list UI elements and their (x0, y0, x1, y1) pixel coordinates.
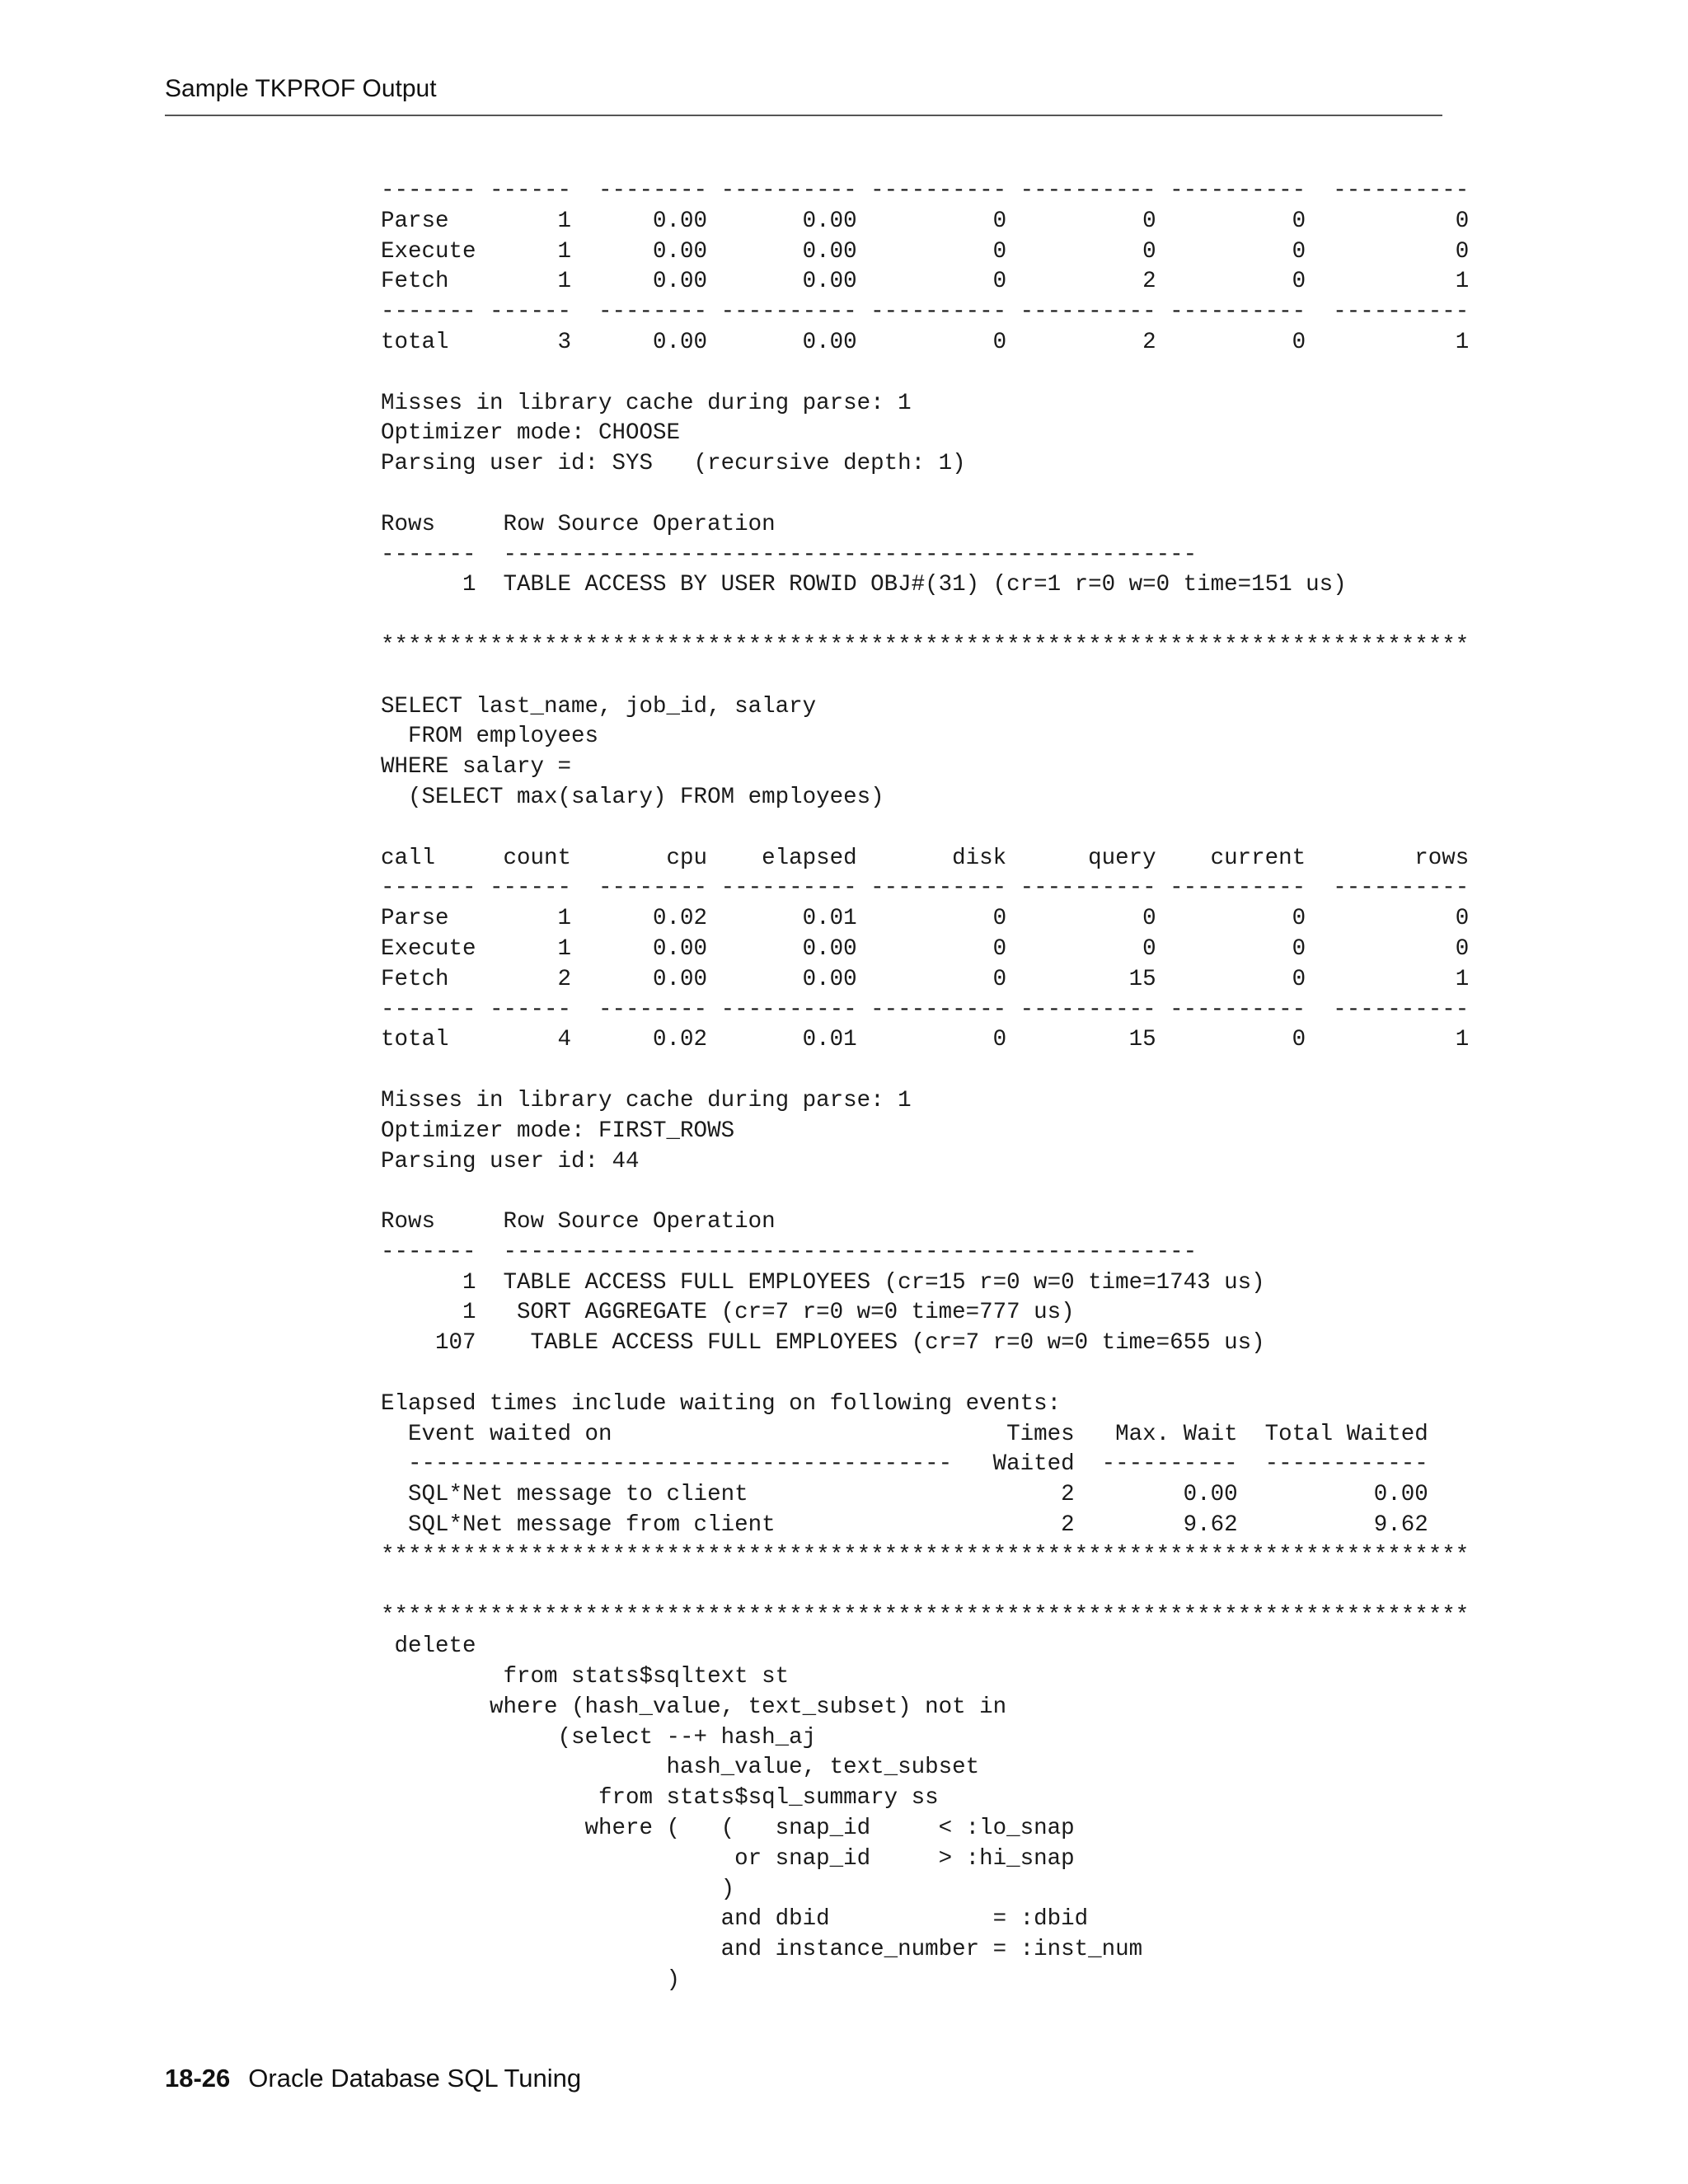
running-header: Sample TKPROF Output (165, 75, 437, 102)
tkprof-output-listing: ------- ------ -------- ---------- ---------- ---------- ---------- ---------- Parse 1 0.00 0.00 0 0 0 0 Execute 1 0.00 0.00 0 0 0 0 Fetch 1 0.00 0.00 0 2 0 1 ------- ------ -------- ---------- ---------- ---------- ---------- ---------- total 3 0.00 0.00 0 2 0 1 Misses in library cache during parse: 1 Optimizer mode: CHOOSE Parsing user id: SYS (recursive depth: 1) Rows Row Source Operation ------- --------------------------------------------------- 1 TABLE ACCESS BY USER ROWID OBJ#(31) (cr=1 r=0 w=0 time=151 us) ******************************************************************************** SELECT last_name, job_id, salary FROM employees WHERE salary = (SELECT max(salary) FROM employees) call count cpu elapsed disk query current rows ------- ------ -------- ---------- ---------- ---------- ---------- ---------- Parse 1 0.02 0.01 0 0 0 0 Execute 1 0.00 0.00 0 0 0 0 Fetch 2 0.00 0.00 0 15 0 1 ------- ------ -------- ---------- ---------- ---------- ---------- ---------- total 4 0.02 0.01 0 15 0 1 Misses in library cache during parse: 1 Optimizer mode: FIRST_ROWS Parsing user id: 44 Rows Row Source Operation ------- --------------------------------------------------- 1 TABLE ACCESS FULL EMPLOYEES (cr=15 r=0 w=0 time=1743 us) 1 SORT AGGREGATE (cr=7 r=0 w=0 time=777 us) 107 TABLE ACCESS FULL EMPLOYEES (cr=7 r=0 w=0 time=655 us) Elapsed times include waiting on following events: Event waited on Times Max. Wait Total Waited ---------------------------------------- Waited ---------- ------------ SQL*Net message to client 2 0.00 0.00 SQL*Net message from client 2 9.62 9.62 ******************************************************************************** ******************************************************************************** delete from stats$sqltext st where (hash_value, text_subset) not in (select --+ hash_aj hash_value, text_subset from stats$sql_summary ss where ( ( snap_id < :lo_snap or snap_id > :hi_snap ) and dbid = :dbid and instance_number = :inst_num ) (381, 178, 1470, 1994)
page-footer (165, 2062, 581, 2095)
page-number: 18-26 (165, 2064, 231, 2093)
book-title: Oracle Database SQL Tuning (248, 2064, 582, 2093)
header-divider (165, 115, 1442, 116)
